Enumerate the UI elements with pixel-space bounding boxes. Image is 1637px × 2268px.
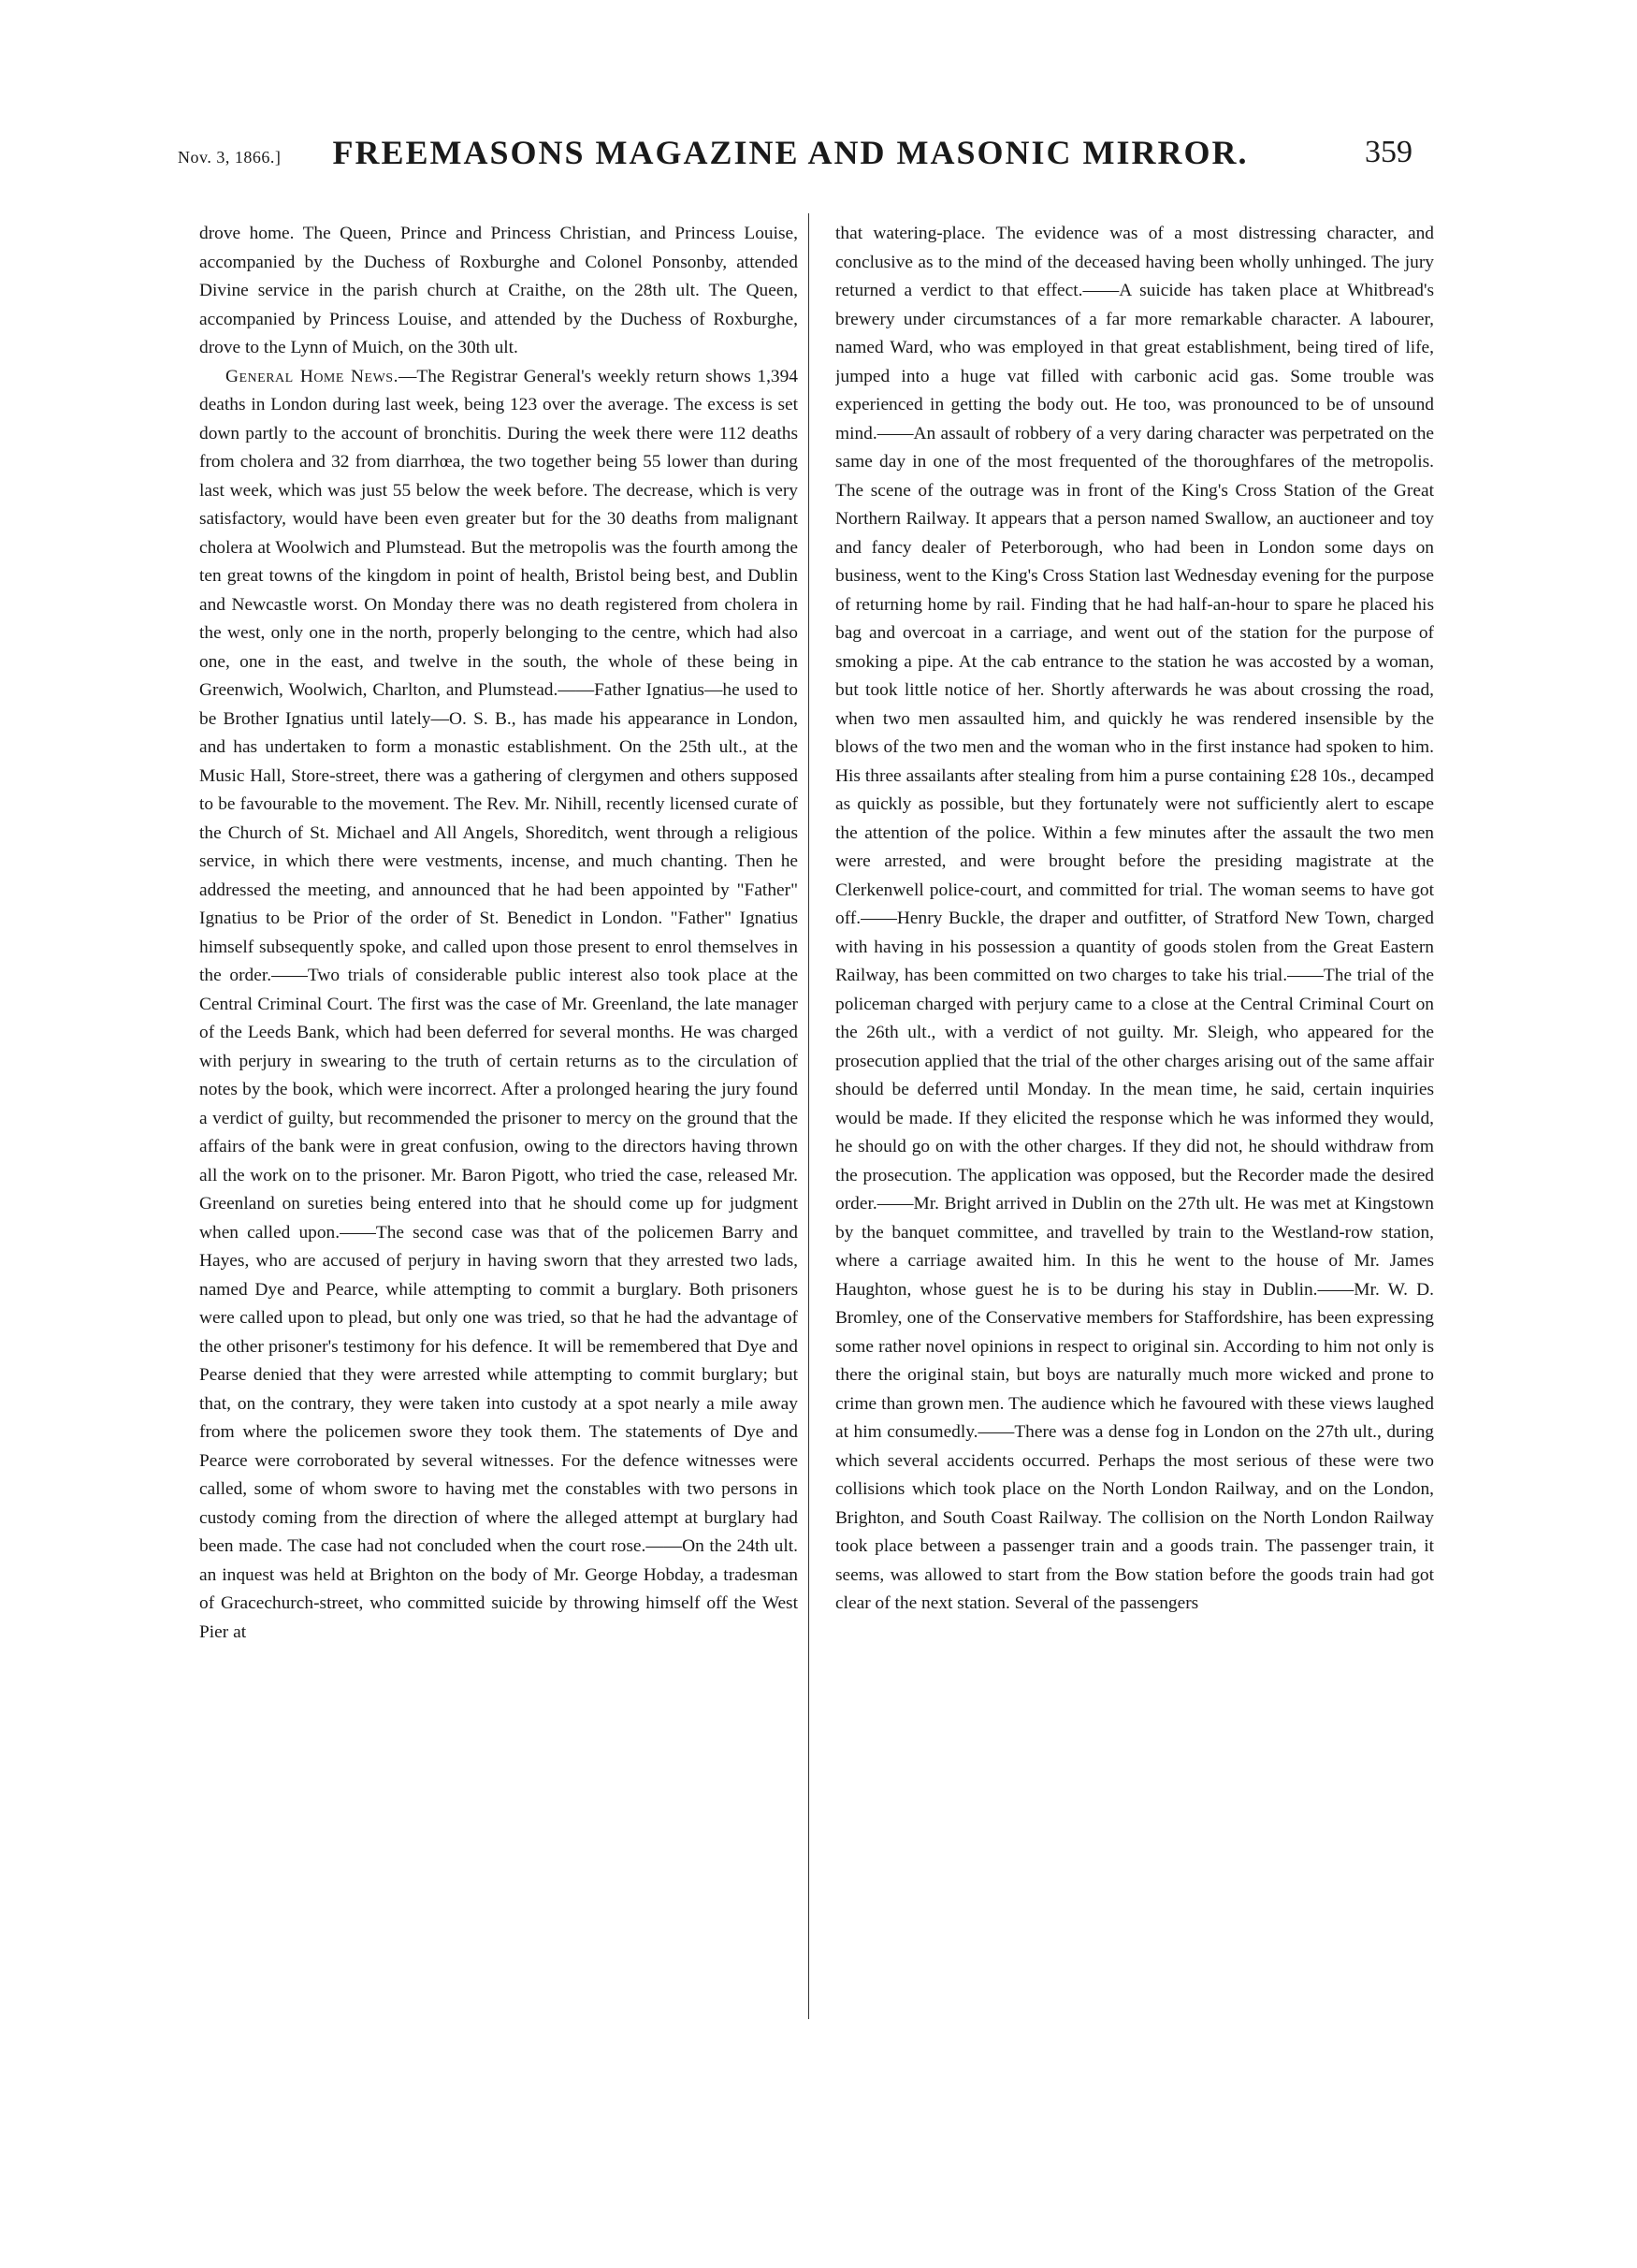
page-number: 359 xyxy=(1365,135,1412,169)
paragraph-continued: that watering-place. The evidence was of a most distressing character, and conclusive as to the mind of the deceased having been wholly unhinged. The jury returned a verdict to that effect.——A suicide has taken place at Whitbread's brewery under circumstances of a far more remarkable character. A labourer, named Ward, who was employed in that great establishment, being tired of life, jumped into a huge vat filled with carbonic acid gas. Some trouble was experienced in getting the body out. He too, was pronounced to be of unsound mind.——An assault of robbery of a very daring character was perpetrated on the same day in one of the most frequented of the thoroughfares of the metropolis. The scene of the outrage was in front of the King's Cross Station of the Great Northern Railway. It appears that a person named Swallow, an auctioneer and toy and fancy dealer of Peterborough, who had been in London some days on business, went to the King's Cross Station last Wednesday evening for the purpose of returning home by rail. Finding that he had half-an-hour to spare he placed his bag and overcoat in a carriage, and went out of the station for the purpose of smoking a pipe. At the cab entrance to the station he was accosted by a woman, but took little notice of her. Shortly afterwards he was about crossing the road, when two men assaulted him, and quickly he was rendered insensible by the blows of the two men and the woman who in the first instance had spoken to him. His three assailants after stealing from him a purse containing £28 10s., decamped as quickly as possible, but they fortunately were not sufficiently alert to escape the attention of the police. Within a few minutes after the assault the two men were arrested, and were brought before the presiding magistrate at the Clerkenwell police-court, and committed for trial. The woman seems to have got off.——Henry Buckle, the draper and outfitter, of Stratford New Town, charged with having in his possession a quantity of goods stolen from the Great Eastern Railway, has been committed on two charges to take his trial.——The trial of the policeman charged with perjury came to a close at the Central Criminal Court on the 26th ult., with a verdict of not guilty. Mr. Sleigh, who appeared for the prosecution applied that the trial of the other charges arising out of the same affair should be deferred until Monday. In the mean time, he said, certain inquiries would be made. If they elicited the response which he was informed they would, he should go on with the other charges. If they did not, he should withdraw from the prosecution. The application was opposed, but the Recorder made the desired order.——Mr. Bright arrived in Dublin on the 27th ult. He was met at Kingstown by the banquet committee, and travelled by train to the Westland-row station, where a carriage awaited him. In this he went to the house of Mr. James Haughton, whose guest he is to be during his stay in Dublin.——Mr. W. D. Bromley, one of the Conservative members for Staffordshire, has been expressing some rather novel opinions in respect to original sin. According to him not only is there the original stain, but boys are naturally much more wicked and prone to crime than grown men. The audience which he favoured with these views laughed at him consumedly.——There was a dense fog in London on the 27th ult., during which several accidents occurred. Perhaps the most serious of these were two collisions which took place on the North London Railway, and on the London, Brighton, and South Coast Railway. The collision on the North London Railway took place between a passenger train and a goods train. The passenger train, it seems, was allowed to start from the Bow station before the goods train had got clear of the next station. Several of the passengers xyxy=(835,224,1434,1613)
left-column xyxy=(199,220,798,2016)
column-divider xyxy=(808,213,809,2019)
paragraph-royal-court: drove home. The Queen, Prince and Princess Christian, and Princess Louise, accompanied by the Duchess of Roxburghe and Colonel Ponsonby, attended Divine service in the parish church at Craithe, on the 28th ult. The Queen, accompanied by Princess Louise, and attended by the Duchess of Roxburghe, drove to the Lynn of Muich, on the 30th ult. xyxy=(199,224,798,357)
magazine-title: FREEMASONS MAGAZINE AND MASONIC MIRROR. xyxy=(332,134,1249,171)
paragraph-body: —The Registrar General's weekly return shows 1,394 deaths in London during last week, being 123 over the average. The excess is set down partly to the account of bronchitis. During the week there were 112 deaths from cholera and 32 from diarrhœa, the two together being 55 lower than during last week, which was just 55 below the week before. The decrease, which is very satisfactory, would have been even greater but for the 30 deaths from malignant cholera at Woolwich and Plumstead. But the metropolis was the fourth among the ten great towns of the kingdom in point of health, Bristol being best, and Dublin and Newcastle worst. On Monday there was no death registered from cholera in the west, only one in the north, properly belonging to the centre, which had also one, one in the east, and twelve in the south, the whole of these being in Greenwich, Woolwich, Charlton, and Plumstead.——Father Ignatius—he used to be Brother Ignatius until lately—O. S. B., has made his appearance in London, and has undertaken to form a monastic establishment. On the 25th ult., at the Music Hall, Store-street, there was a gathering of clergymen and others supposed to be favourable to the movement. The Rev. Mr. Nihill, recently licensed curate of the Church of St. Michael and All Angels, Shoreditch, went through a religious service, in which there were vestments, incense, and much chanting. Then he addressed the meeting, and announced that he had been appointed by "Father" Ignatius to be Prior of the order of St. Benedict in London. "Father" Ignatius himself subsequently spoke, and called upon those present to enrol themselves in the order.——Two trials of considerable public interest also took place at the Central Criminal Court. The first was the case of Mr. Greenland, the late manager of the Leeds Bank, which had been deferred for several months. He was charged with perjury in swearing to the truth of certain returns as to the circulation of notes by the book, which were incorrect. After a prolonged hearing the jury found a verdict of guilty, but recommended the prisoner to mercy on the ground that the affairs of the bank were in great confusion, owing to the directors having thrown all the work on to the prisoner. Mr. Baron Pigott, who tried the case, released Mr. Greenland on sureties being entered into that he should come up for judgment when called upon.——The second case was that of the policemen Barry and Hayes, who are accused of perjury in having sworn that they arrested two lads, named Dye and Pearce, while attempting to commit a burglary. Both prisoners were called upon to plead, but only one was tried, so that he had the advantage of the other prisoner's testimony for his defence. It will be remembered that Dye and Pearse denied that they were arrested while attempting to commit burglary; but that, on the contrary, they were taken into custody at a spot nearly a mile away from where the policemen swore they took them. The statements of Dye and Pearce were corroborated by several witnesses. For the defence witnesses were called, some of whom swore to having met the constables with two persons in custody coming from the direction of where the alleged attempt at burglary had been made. The case had not concluded when the court rose.——On the 24th ult. an inquest was held at Brighton on the body of Mr. George Hobday, a tradesman of Gracechurch-street, who committed suicide by throwing himself off the West Pier at xyxy=(199,366,798,1642)
issue-date: Nov. 3, 1866.] xyxy=(178,148,282,167)
right-column xyxy=(835,220,1434,2016)
section-heading: General Home News. xyxy=(225,366,398,386)
page-header xyxy=(168,131,1412,187)
paragraph-general-home-news xyxy=(199,363,798,1648)
